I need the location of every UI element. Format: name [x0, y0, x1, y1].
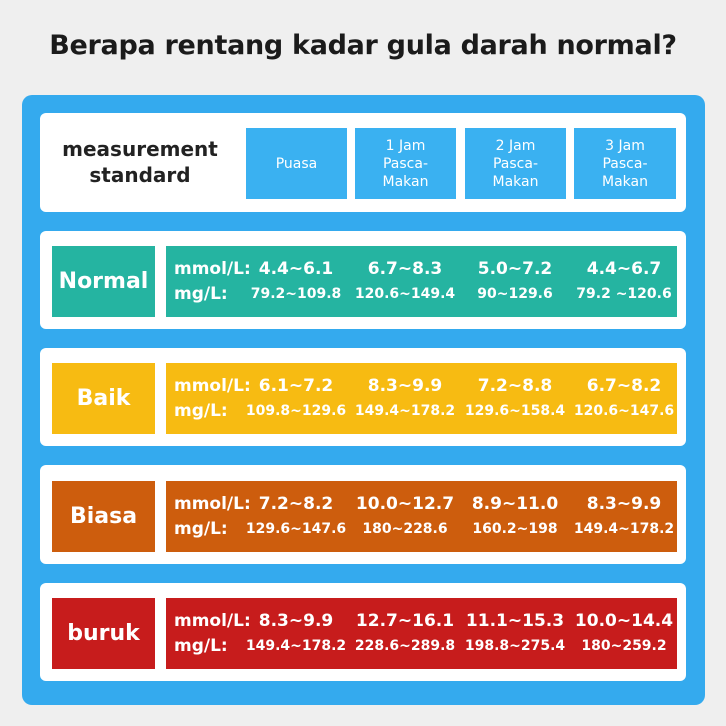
mmol-value-3-jam: 8.3~9.9 — [586, 494, 662, 514]
page-title: Berapa rentang kadar gula darah normal? — [49, 30, 677, 61]
mg-value-1-jam: 180~228.6 — [362, 521, 448, 537]
mmol-value-2-jam: 7.2~8.8 — [477, 376, 553, 396]
column-header-line: Makan — [382, 173, 429, 190]
mmol-value-3-jam: 6.7~8.2 — [586, 376, 662, 396]
unit-mmol-label: mmol/L: — [174, 376, 251, 396]
row-label-buruk: buruk — [52, 598, 155, 669]
mg-value-3-jam: 120.6~147.6 — [573, 403, 675, 419]
mg-value-puasa: 109.8~129.6 — [245, 403, 347, 419]
column-header-line: 1 Jam — [385, 137, 426, 154]
column-header-line: Puasa — [275, 155, 318, 172]
column-header-line: 3 Jam — [605, 137, 645, 154]
unit-mg-label: mg/L: — [174, 284, 228, 304]
row-band-buruk — [166, 598, 677, 669]
mg-value-2-jam: 129.6~158.4 — [464, 403, 566, 419]
column-header-puasa — [246, 128, 347, 199]
mmol-value-puasa: 8.3~9.9 — [258, 611, 334, 631]
mmol-value-1-jam: 12.7~16.1 — [355, 611, 455, 631]
column-header-line: Makan — [602, 173, 648, 190]
mmol-value-puasa: 4.4~6.1 — [258, 259, 334, 279]
mg-value-1-jam: 149.4~178.2 — [354, 403, 456, 419]
row-label-normal: Normal — [52, 246, 155, 317]
mg-value-2-jam: 160.2~198 — [472, 521, 558, 537]
mmol-value-2-jam: 5.0~7.2 — [477, 259, 553, 279]
unit-mmol-label: mmol/L: — [174, 611, 251, 631]
unit-mmol-label: mmol/L: — [174, 494, 251, 514]
mg-value-1-jam: 120.6~149.4 — [354, 286, 456, 302]
row-band-biasa — [166, 481, 677, 552]
mmol-value-2-jam: 11.1~15.3 — [465, 611, 565, 631]
column-header-line: Pasca- — [492, 155, 538, 172]
mmol-value-puasa: 6.1~7.2 — [258, 376, 334, 396]
row-band-baik — [166, 363, 677, 434]
mg-value-2-jam: 198.8~275.4 — [464, 638, 566, 654]
column-header-1-jam — [355, 128, 456, 199]
column-header-line: Pasca- — [382, 155, 428, 172]
mmol-value-2-jam: 8.9~11.0 — [471, 494, 559, 514]
row-label-biasa: Biasa — [52, 481, 155, 552]
mmol-value-3-jam: 10.0~14.4 — [574, 611, 674, 631]
mg-value-3-jam: 79.2 ~120.6 — [576, 286, 672, 302]
mmol-value-1-jam: 10.0~12.7 — [355, 494, 455, 514]
measurement-standard-label — [50, 136, 230, 192]
mmol-value-1-jam: 6.7~8.3 — [367, 259, 443, 279]
unit-mg-label: mg/L: — [174, 401, 228, 421]
column-header-line: Makan — [492, 173, 539, 190]
unit-mmol-label: mmol/L: — [174, 259, 251, 279]
unit-mg-label: mg/L: — [174, 519, 228, 539]
mmol-value-3-jam: 4.4~6.7 — [586, 259, 662, 279]
row-label-baik: Baik — [52, 363, 155, 434]
mg-value-puasa: 149.4~178.2 — [245, 638, 347, 654]
column-header-line: 2 Jam — [495, 137, 536, 154]
column-header-line: Pasca- — [602, 155, 648, 172]
header-label-line1: measurement — [62, 137, 218, 161]
mg-value-puasa: 129.6~147.6 — [245, 521, 347, 537]
mmol-value-puasa: 7.2~8.2 — [258, 494, 334, 514]
mg-value-puasa: 79.2~109.8 — [250, 286, 342, 302]
mg-value-3-jam: 180~259.2 — [581, 638, 667, 654]
mg-value-1-jam: 228.6~289.8 — [354, 638, 456, 654]
column-header-3-jam — [574, 128, 676, 199]
column-header-2-jam — [465, 128, 566, 199]
mmol-value-1-jam: 8.3~9.9 — [367, 376, 443, 396]
mg-value-2-jam: 90~129.6 — [477, 286, 553, 302]
header-label-line2: standard — [89, 163, 191, 187]
mg-value-3-jam: 149.4~178.2 — [573, 521, 675, 537]
unit-mg-label: mg/L: — [174, 636, 228, 656]
row-band-normal — [166, 246, 677, 317]
